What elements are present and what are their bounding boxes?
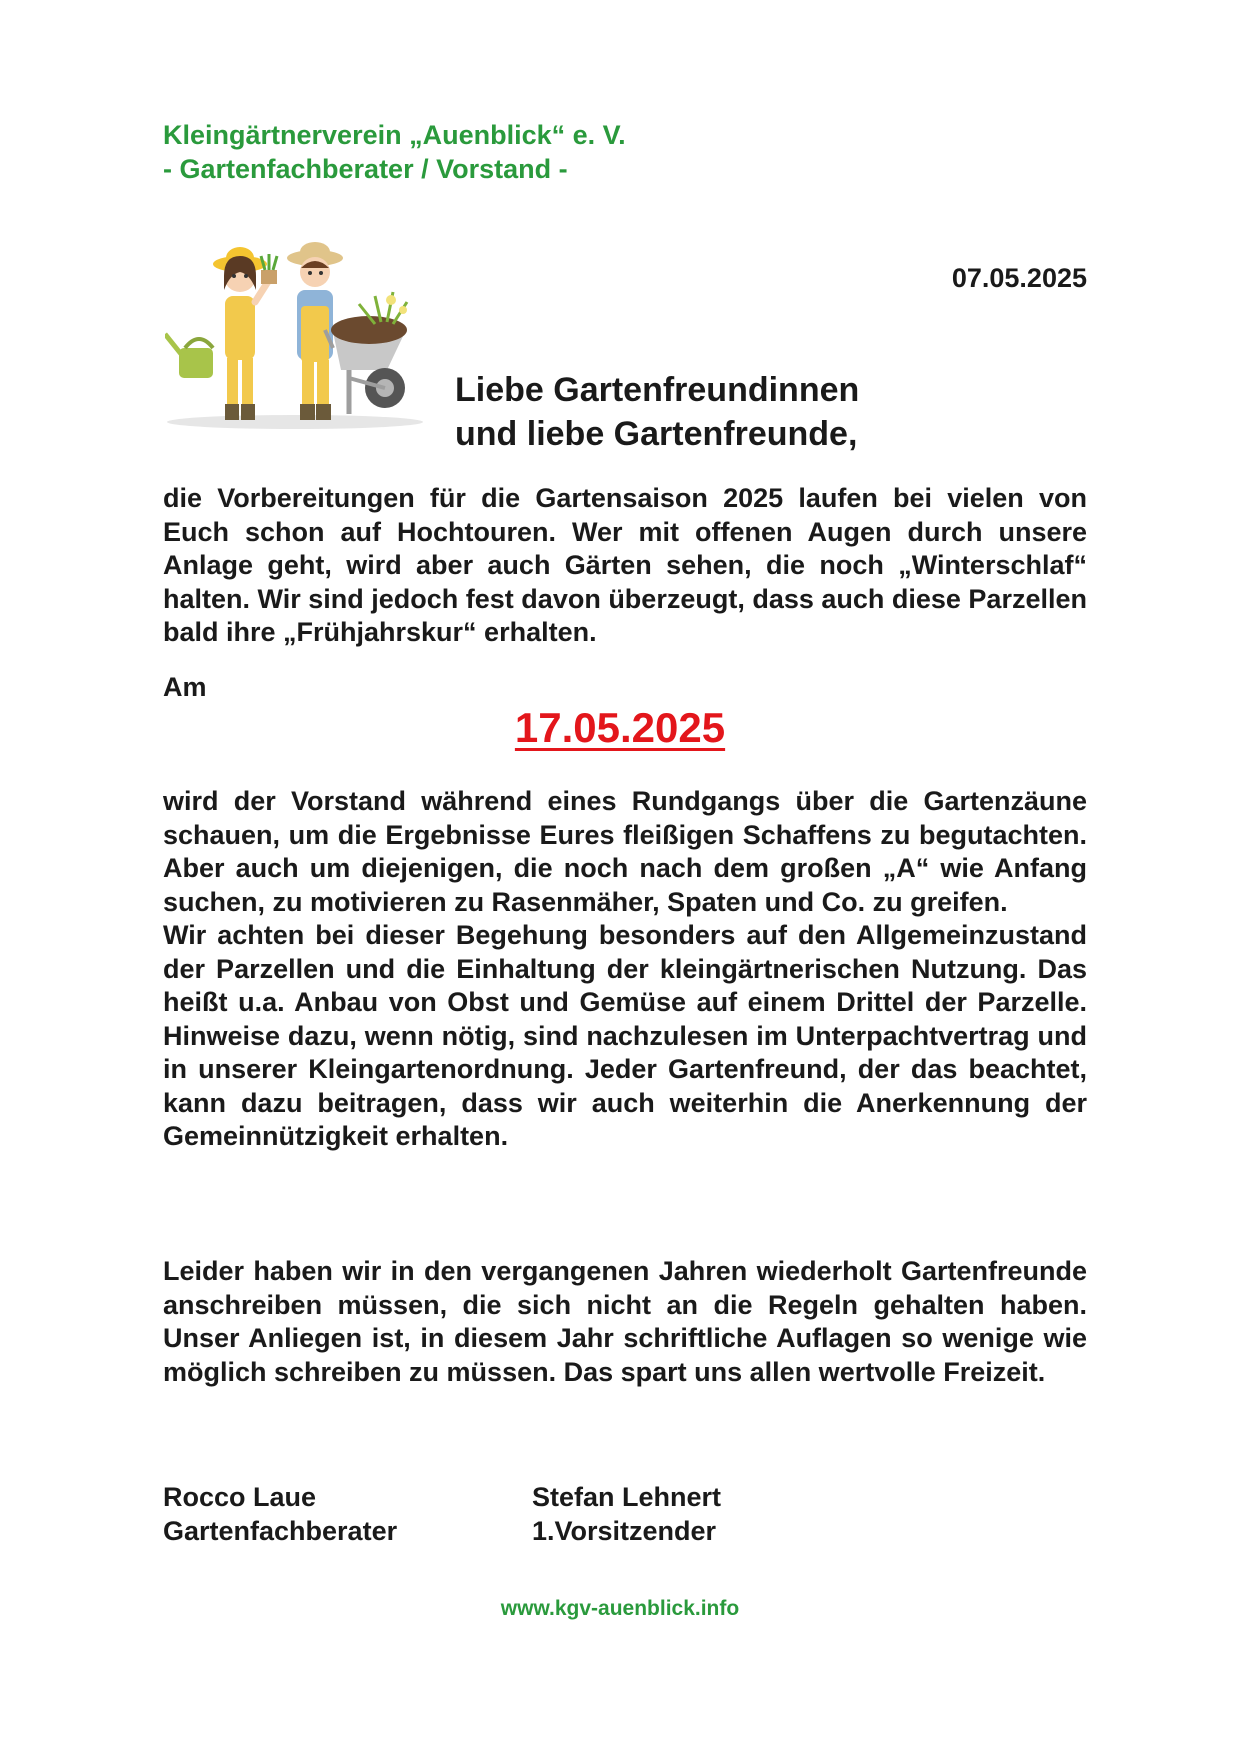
club-department: - Gartenfachberater / Vorstand - [163,154,568,184]
inspection-paragraph [163,785,1087,1154]
event-date: 17.05.2025 [514,704,726,751]
intro-paragraph: die Vorbereitungen für die Gartensaison 2025 laufen bei vielen von Euch schon auf Hochtouren. Wer mit offenen Augen durch unsere Anlage geht, wird aber auch Gärten sehen, die noch „Winterschlaf“ halten. Wir sind jedoch fest davon überzeugt, dass auch diese Parzellen bald ihre „Frühjahrskur“ erhalten. [163,483,1087,647]
signature-right-name: Stefan Lehnert [532,1482,722,1512]
club-header [163,118,626,186]
greeting-line-2: und liebe Gartenfreunde, [455,415,858,453]
greeting [455,368,859,456]
inspection-paragraph-part-1: wird der Vorstand während eines Rundgangs über die Gartenzäune schauen, um die Ergebnisse Eures fleißigen Schaffens zu begutachten. Aber auch um diejenigen, die noch nach dem großen „A“ wie Anfang suchen, zu motivieren zu Rasenmäher, Spaten und Co. zu greifen. [163,786,1087,917]
event-date-block [0,704,1240,752]
greeting-line-1: Liebe Gartenfreundinnen [455,371,860,409]
signature-left-name: Rocco Laue [163,1482,317,1512]
letter-date: 07.05.2025 [951,263,1087,293]
signature-left [163,1480,397,1548]
website-link[interactable]: www.kgv-auenblick.info [500,1597,740,1620]
signature-left-role: Gartenfachberater [163,1516,398,1546]
am-label: Am [163,672,207,702]
club-name: Kleingärtnerverein „Auenblick“ e. V. [163,120,626,150]
signature-right [532,1480,721,1548]
closing-paragraph: Leider haben wir in den vergangenen Jahren wiederholt Gartenfreunde anschreiben müssen, die sich nicht an die Regeln gehalten haben. Unser Anliegen ist, in diesem Jahr schriftliche Auflagen so wenige wie möglich schreiben zu müssen. Das spart uns allen wertvolle Freizeit. [163,1256,1087,1387]
signature-right-role: 1.Vorsitzender [532,1516,717,1546]
gardeners-with-wheelbarrow-icon [165,238,427,436]
inspection-paragraph-part-2: Wir achten bei dieser Begehung besonders auf den Allgemeinzustand der Parzellen und die Einhaltung der kleingärtnerischen Nutzung. Das heißt u.a. Anbau von Obst und Gemüse auf einem Drittel der Parzelle. Hinweise dazu, wenn nötig, sind nachzulesen im Unterpachtvertrag und in unserer Kleingartenordnung. Jeder Gartenfreund, der das beachtet, kann dazu beitragen, dass wir auch weiterhin die Anerkennung der Gemeinnützigkeit erhalten. [163,920,1087,1151]
